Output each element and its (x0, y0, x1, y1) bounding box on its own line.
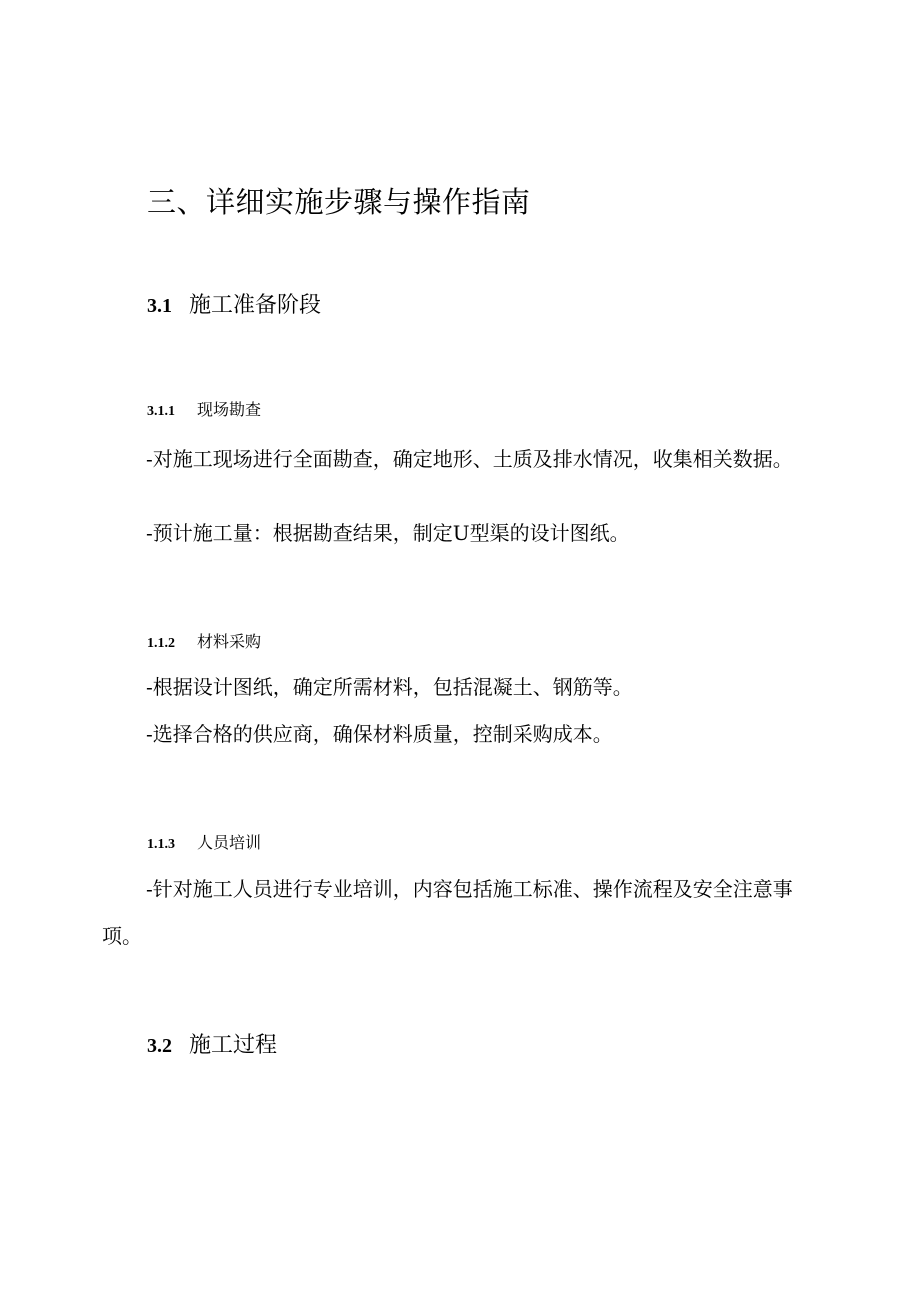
subsection-title: 现场勘查 (197, 400, 262, 419)
section-number: 3.1 (147, 295, 172, 317)
subsection-heading-1-1-3 (147, 831, 261, 857)
paragraph: -针对施工人员进行专业培训，内容包括施工标准、操作流程及安全注意事项。 (102, 877, 793, 948)
subsection-number: 1.1.3 (147, 837, 175, 852)
paragraph: -根据设计图纸，确定所需材料，包括混凝土、钢筋等。 (146, 675, 633, 699)
subsection-heading-3-1-1 (147, 398, 261, 424)
paragraph: -预计施工量：根据勘查结果，制定U型渠的设计图纸。 (146, 521, 630, 545)
subsection-title: 材料采购 (197, 632, 262, 651)
paragraph: -对施工现场进行全面勘查，确定地形、土质及排水情况，收集相关数据。 (146, 447, 793, 471)
section-heading-3-2 (147, 1029, 277, 1063)
subsection-title: 人员培训 (197, 833, 262, 852)
subsection-number: 3.1.1 (147, 404, 175, 419)
subsection-number: 1.1.2 (147, 636, 175, 651)
subsection-heading-1-1-2 (147, 630, 261, 656)
section-title: 施工准备阶段 (189, 293, 322, 318)
paragraph: -选择合格的供应商，确保材料质量，控制采购成本。 (146, 722, 613, 746)
document-title: 三、详细实施步骤与操作指南 (147, 185, 531, 219)
section-heading-3-1 (147, 289, 321, 323)
section-number: 3.2 (147, 1035, 172, 1057)
section-title: 施工过程 (189, 1033, 278, 1058)
